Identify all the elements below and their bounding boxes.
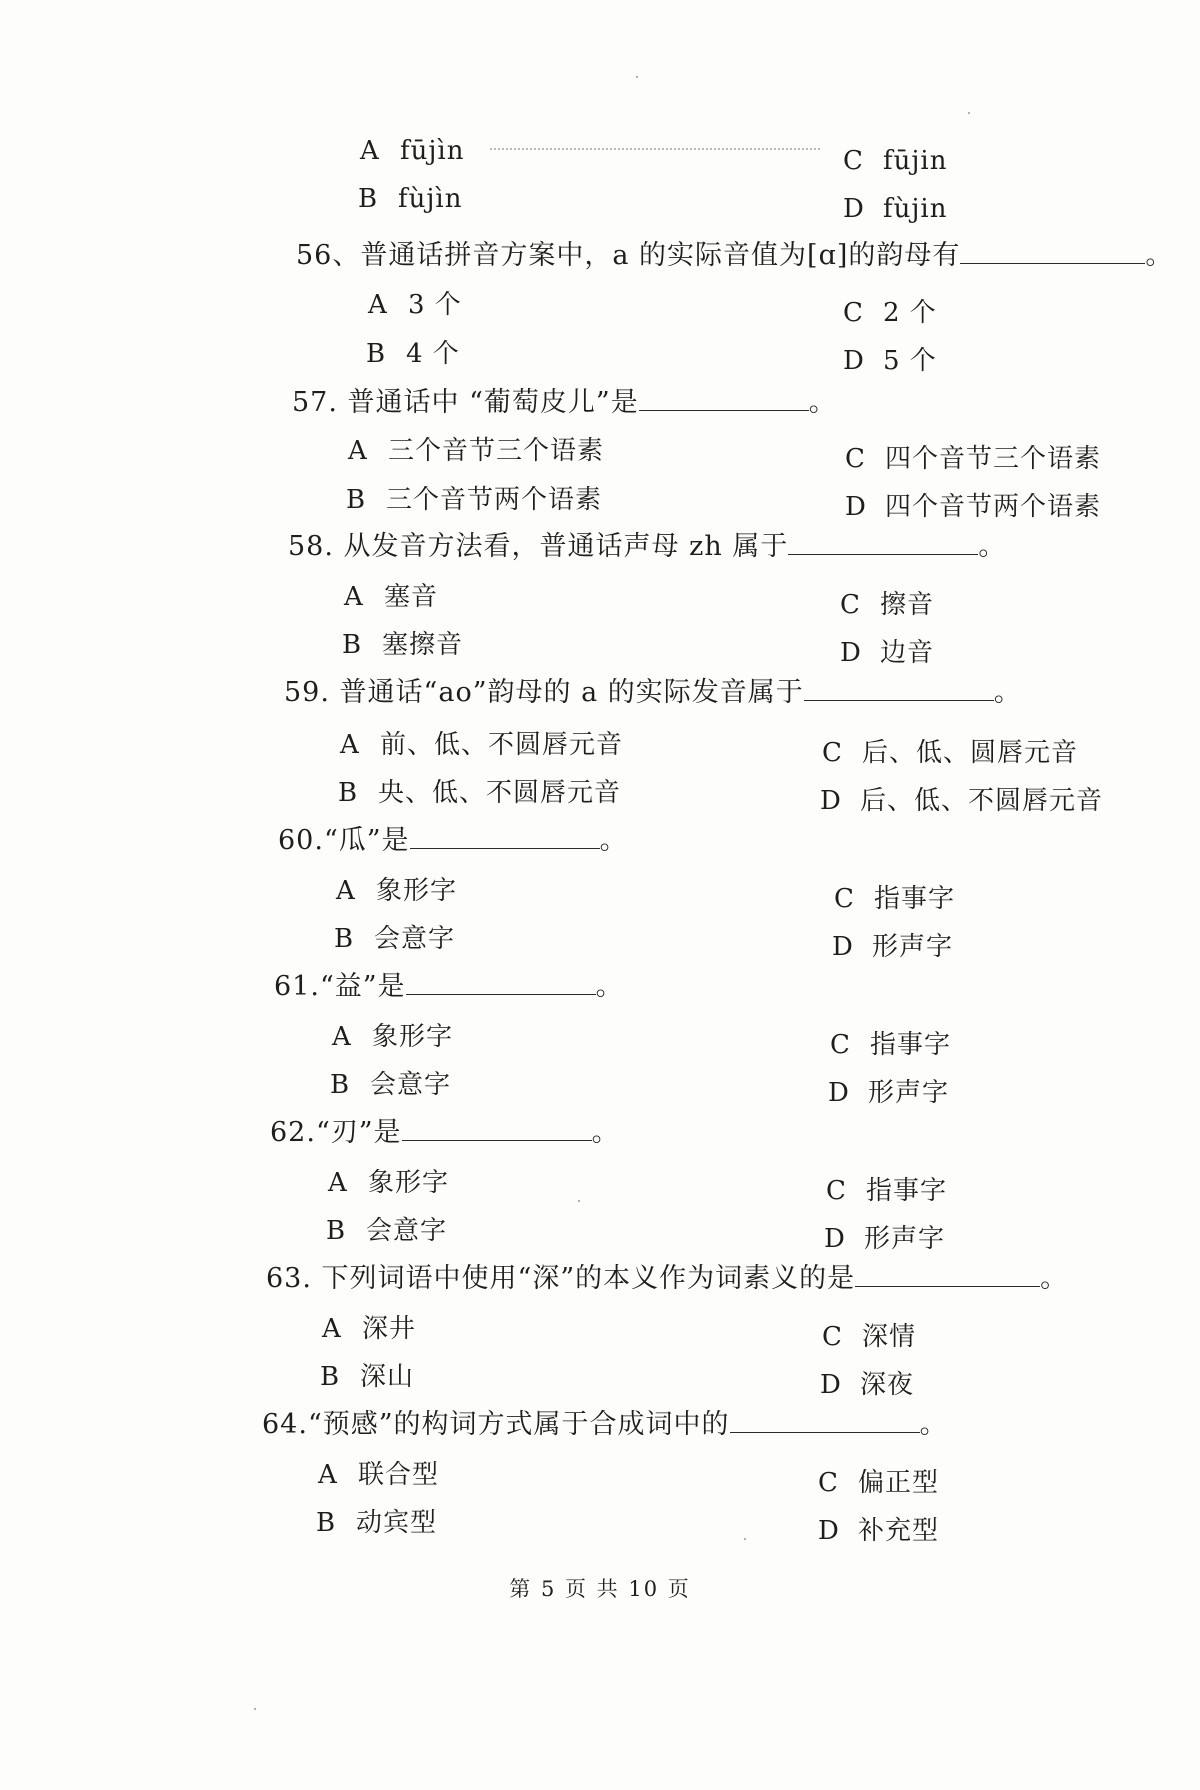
q62-option-c: C 指事字 <box>826 1176 948 1206</box>
scan-speck <box>578 1200 580 1202</box>
q57-option-b: B 三个音节两个语素 <box>346 485 603 515</box>
question-57: 57. 普通话中 “葡萄皮儿”是 。 <box>292 387 837 418</box>
q63-option-c: C 深情 <box>822 1322 917 1352</box>
answer-blank <box>788 532 978 555</box>
q59-option-b: B 央、低、不圆唇元音 <box>338 778 622 808</box>
question-62: 62.“刃”是 。 <box>270 1117 620 1148</box>
scan-speck <box>636 76 638 78</box>
q63-option-d: D 深夜 <box>820 1370 915 1400</box>
question-56: 56、普通话拼音方案中，a 的实际音值为[ɑ]的韵母有 。 <box>296 240 1174 271</box>
q57-option-d: D 四个音节两个语素 <box>845 492 1102 522</box>
question-63: 63. 下列词语中使用“深”的本义作为词素义的是 。 <box>266 1263 1069 1294</box>
scan-noise <box>490 148 820 150</box>
answer-blank <box>402 1118 592 1141</box>
q56-option-d: D 5 个 <box>843 346 937 376</box>
q62-option-b: B 会意字 <box>326 1216 448 1246</box>
q62-option-a: A 象形字 <box>328 1168 450 1198</box>
q59-option-d: D 后、低、不圆唇元音 <box>820 786 1104 816</box>
q56-option-a: A 3 个 <box>368 290 462 320</box>
q63-option-a: A 深井 <box>322 1314 417 1344</box>
q64-option-c: C 偏正型 <box>818 1468 940 1498</box>
q59-option-a: A 前、低、不圆唇元音 <box>340 730 624 760</box>
q55-option-c: C fūjin <box>843 146 948 176</box>
q61-option-a: A 象形字 <box>332 1022 454 1052</box>
question-61: 61.“益”是 。 <box>274 971 624 1002</box>
q56-option-b: B 4 个 <box>366 339 460 369</box>
q64-option-d: D 补充型 <box>818 1516 940 1546</box>
question-58: 58. 从发音方法看，普通话声母 zh 属于 。 <box>288 531 1007 562</box>
q60-option-d: D 形声字 <box>832 932 954 962</box>
answer-blank <box>410 826 600 849</box>
question-60: 60.“瓜”是 。 <box>278 825 628 856</box>
q58-option-b: B 塞擦音 <box>342 630 464 660</box>
q61-option-d: D 形声字 <box>828 1078 950 1108</box>
q55-option-d: D fùjin <box>843 194 948 224</box>
q62-option-d: D 形声字 <box>824 1224 946 1254</box>
q64-option-a: A 联合型 <box>318 1460 440 1490</box>
answer-blank <box>855 1264 1040 1287</box>
q55-option-b: B fùjìn <box>358 184 463 214</box>
q59-option-c: C 后、低、圆唇元音 <box>822 738 1079 768</box>
q64-option-b: B 动宾型 <box>316 1508 438 1538</box>
q60-option-c: C 指事字 <box>834 884 956 914</box>
answer-blank <box>406 972 596 995</box>
q55-option-a: A fūjìn <box>360 136 465 166</box>
q60-option-b: B 会意字 <box>334 924 456 954</box>
answer-blank <box>730 1410 920 1433</box>
question-64: 64.“预感”的构词方式属于合成词中的 。 <box>262 1409 948 1440</box>
q57-option-a: A 三个音节三个语素 <box>348 436 605 466</box>
question-59: 59. 普通话“ao”韵母的 a 的实际发音属于 。 <box>284 677 1022 708</box>
q61-option-c: C 指事字 <box>830 1030 952 1060</box>
q57-option-c: C 四个音节三个语素 <box>845 444 1102 474</box>
q58-option-a: A 塞音 <box>344 582 439 612</box>
q61-option-b: B 会意字 <box>330 1070 452 1100</box>
page-footer: 第 5 页 共 10 页 <box>509 1577 691 1601</box>
q58-option-c: C 擦音 <box>840 590 935 620</box>
q60-option-a: A 象形字 <box>336 876 458 906</box>
answer-blank <box>639 388 809 411</box>
scan-speck <box>968 112 970 114</box>
q63-option-b: B 深山 <box>320 1362 415 1392</box>
q56-option-c: C 2 个 <box>843 298 937 328</box>
scan-speck <box>254 1708 256 1710</box>
scan-speck <box>744 1538 746 1540</box>
answer-blank <box>960 241 1145 264</box>
answer-blank <box>804 678 994 701</box>
q58-option-d: D 边音 <box>840 638 935 668</box>
